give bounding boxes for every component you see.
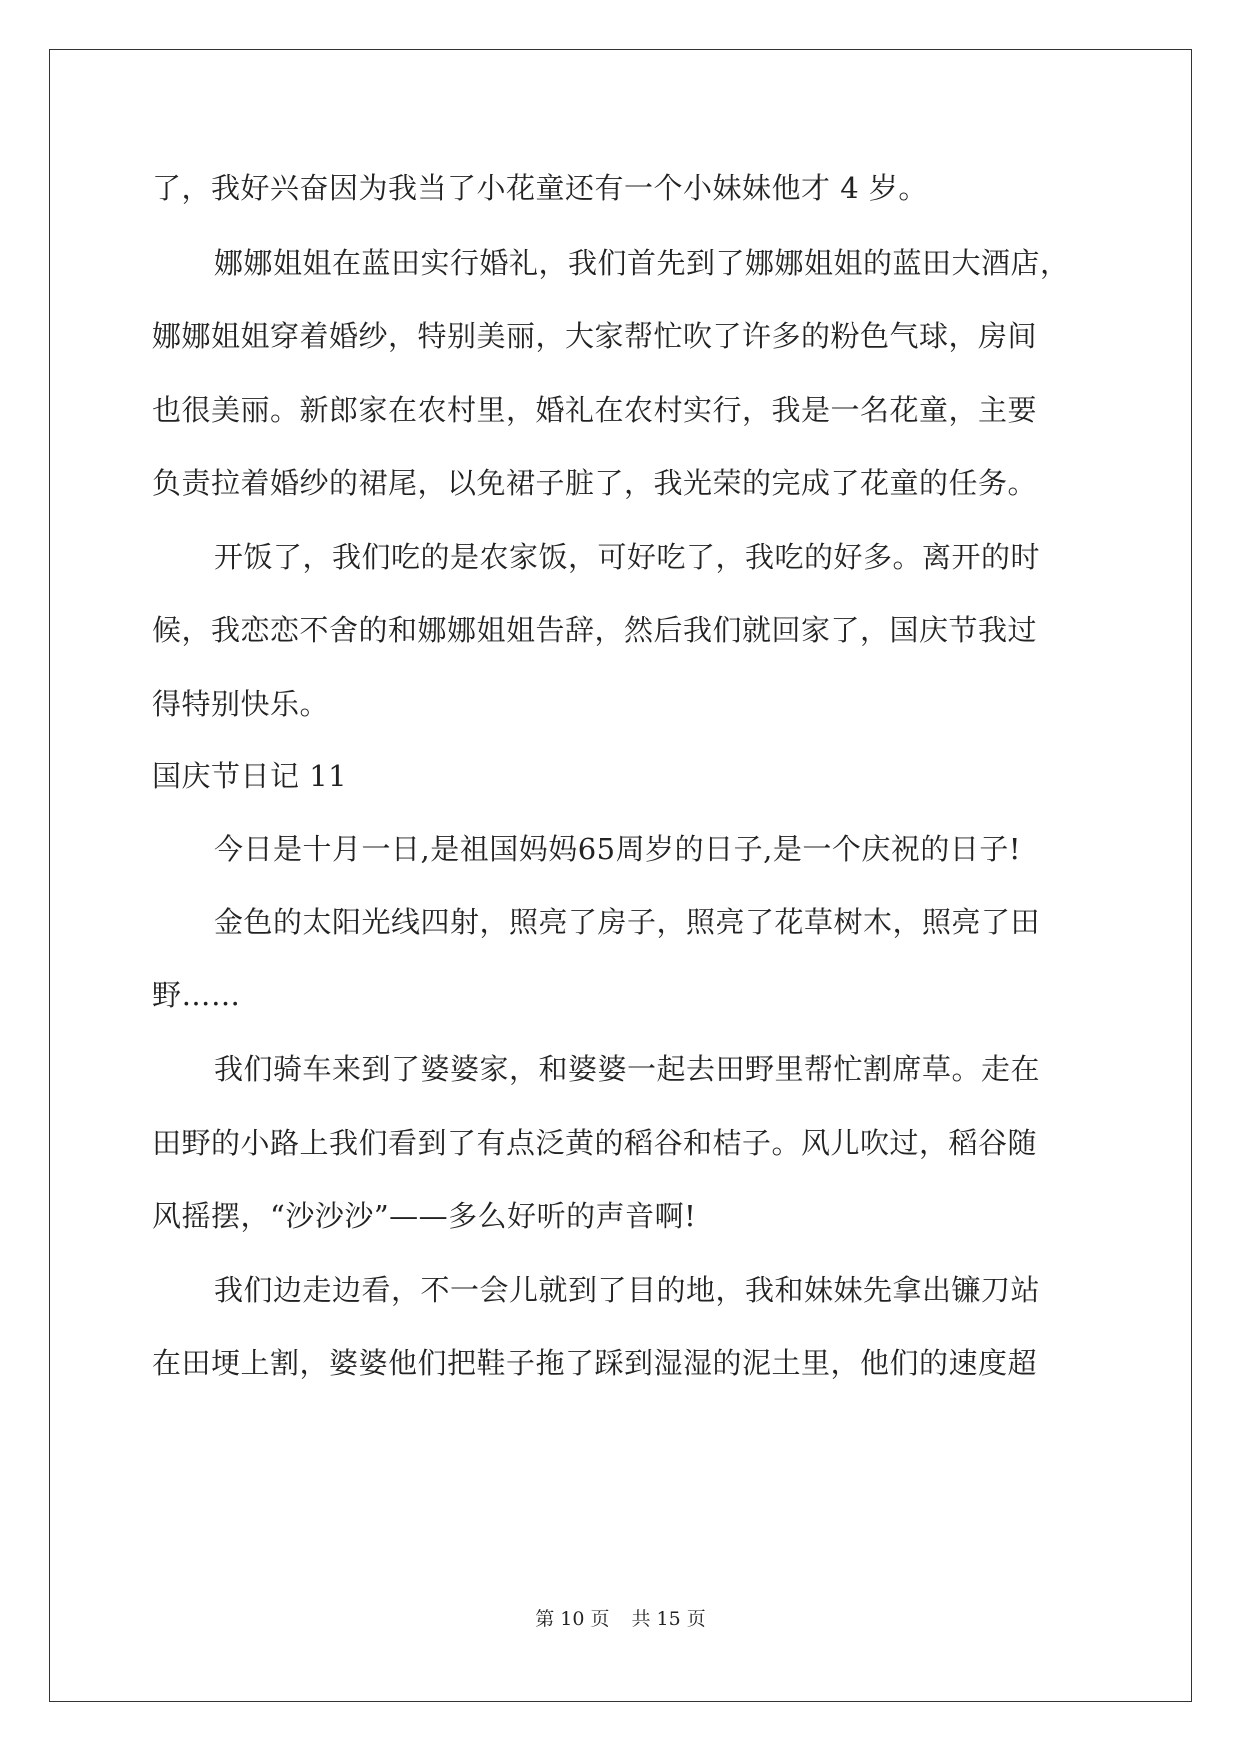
paragraph-start-line: 金色的太阳光线四射，照亮了房子，照亮了花草树木，照亮了田 [214,905,1041,939]
text-line: 了，我好兴奋因为我当了小花童还有一个小妹妹他才 4 岁。 [152,171,928,205]
page-total: 共 15 页 [631,1608,706,1630]
text-line: 田野的小路上我们看到了有点泛黄的稻谷和桔子。风儿吹过，稻谷随 [152,1126,1038,1160]
page-footer [0,1606,1241,1632]
text-line: 候，我恋恋不舍的和娜娜姐姐告辞，然后我们就回家了，国庆节我过 [152,613,1038,647]
text-line: 风摇摆，“沙沙沙”——多么好听的声音啊! [152,1199,697,1233]
paragraph-start-line: 今日是十月一日,是祖国妈妈65周岁的日子,是一个庆祝的日子! [214,832,1021,866]
paragraph-start-line: 我们骑车来到了婆婆家，和婆婆一起去田野里帮忙割席草。走在 [214,1052,1041,1086]
page-number: 第 10 页 [535,1608,610,1630]
text-line: 在田埂上割，婆婆他们把鞋子拖了踩到湿湿的泥土里，他们的速度超 [152,1346,1038,1380]
paragraph-start-line: 娜娜姐姐在蓝田实行婚礼，我们首先到了娜娜姐姐的蓝田大酒店， [214,246,1070,280]
paragraph-start-line: 开饭了，我们吃的是农家饭，可好吃了，我吃的好多。离开的时 [214,540,1041,574]
text-line: 也很美丽。新郎家在农村里，婚礼在农村实行，我是一名花童，主要 [152,393,1038,427]
paragraph-start-line: 我们边走边看，不一会儿就到了目的地，我和妹妹先拿出镰刀站 [214,1273,1041,1307]
text-line: 得特别快乐。 [152,687,330,721]
text-line: 娜娜姐姐穿着婚纱，特别美丽，大家帮忙吹了许多的粉色气球，房间 [152,319,1038,353]
text-line: 野…… [152,978,241,1012]
section-heading: 国庆节日记 11 [152,759,348,793]
text-line: 负责拉着婚纱的裙尾，以免裙子脏了，我光荣的完成了花童的任务。 [152,466,1038,500]
page-border [49,49,1192,1702]
